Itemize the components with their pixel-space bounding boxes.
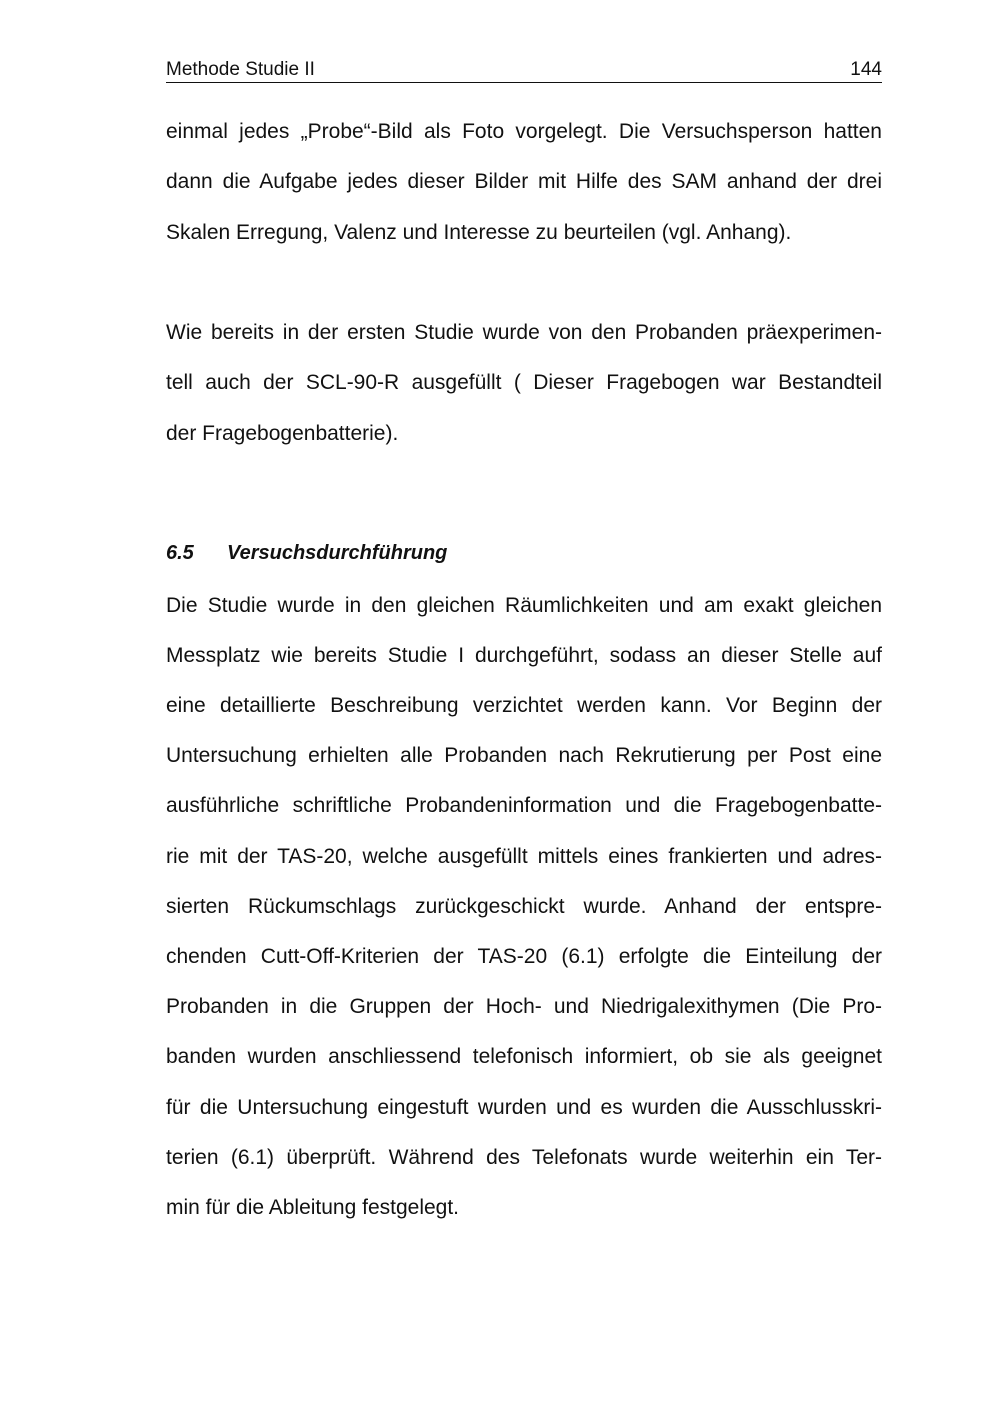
text-line: einmal jedes „Probe“-Bild als Foto vorgelegt. Die Versuchsperson hatten: [166, 120, 882, 143]
section-heading: [166, 538, 447, 568]
text-line: Untersuchung erhielten alle Probanden nach Rekrutierung per Post eine: [166, 744, 882, 767]
text-line: Probanden in die Gruppen der Hoch- und Niedrigalexithymen (Die Pro-: [166, 995, 882, 1018]
section-number: 6.5: [166, 542, 194, 564]
text-line: Skalen Erregung, Valenz und Interesse zu beurteilen (vgl. Anhang).: [166, 221, 792, 244]
page-number: 144: [850, 59, 882, 80]
page-header: [166, 58, 882, 83]
text-line: banden wurden anschliessend telefonisch informiert, ob sie als geeignet: [166, 1045, 882, 1068]
text-line: sierten Rückumschlags zurückgeschickt wurde. Anhand der entspre-: [166, 895, 882, 918]
text-line: eine detaillierte Beschreibung verzichtet werden kann. Vor Beginn der: [166, 694, 882, 717]
text-line: Die Studie wurde in den gleichen Räumlichkeiten und am exakt gleichen: [166, 594, 882, 617]
text-line: min für die Ableitung festgelegt.: [166, 1196, 460, 1219]
text-line: terien (6.1) überprüft. Während des Telefonats wurde weiterhin ein Ter-: [166, 1146, 882, 1169]
text-line: der Fragebogenbatterie).: [166, 422, 399, 445]
text-line: dann die Aufgabe jedes dieser Bilder mit Hilfe des SAM anhand der drei: [166, 170, 882, 193]
section-title: Versuchsdurchführung: [227, 542, 448, 564]
text-line: rie mit der TAS-20, welche ausgefüllt mittels eines frankierten und adres-: [166, 845, 882, 868]
text-line: Wie bereits in der ersten Studie wurde von den Probanden präexperimen-: [166, 321, 882, 344]
text-line: tell auch der SCL-90-R ausgefüllt ( Dieser Fragebogen war Bestandteil: [166, 371, 882, 394]
text-line: chenden Cutt-Off-Kriterien der TAS-20 (6.1) erfolgte die Einteilung der: [166, 945, 882, 968]
text-line: für die Untersuchung eingestuft wurden und es wurden die Ausschlusskri-: [166, 1096, 882, 1119]
running-title: Methode Studie II: [166, 59, 315, 80]
text-line: ausführliche schriftliche Probandeninformation und die Fragebogenbatte-: [166, 794, 882, 817]
text-line: Messplatz wie bereits Studie I durchgeführt, sodass an dieser Stelle auf: [166, 644, 882, 667]
